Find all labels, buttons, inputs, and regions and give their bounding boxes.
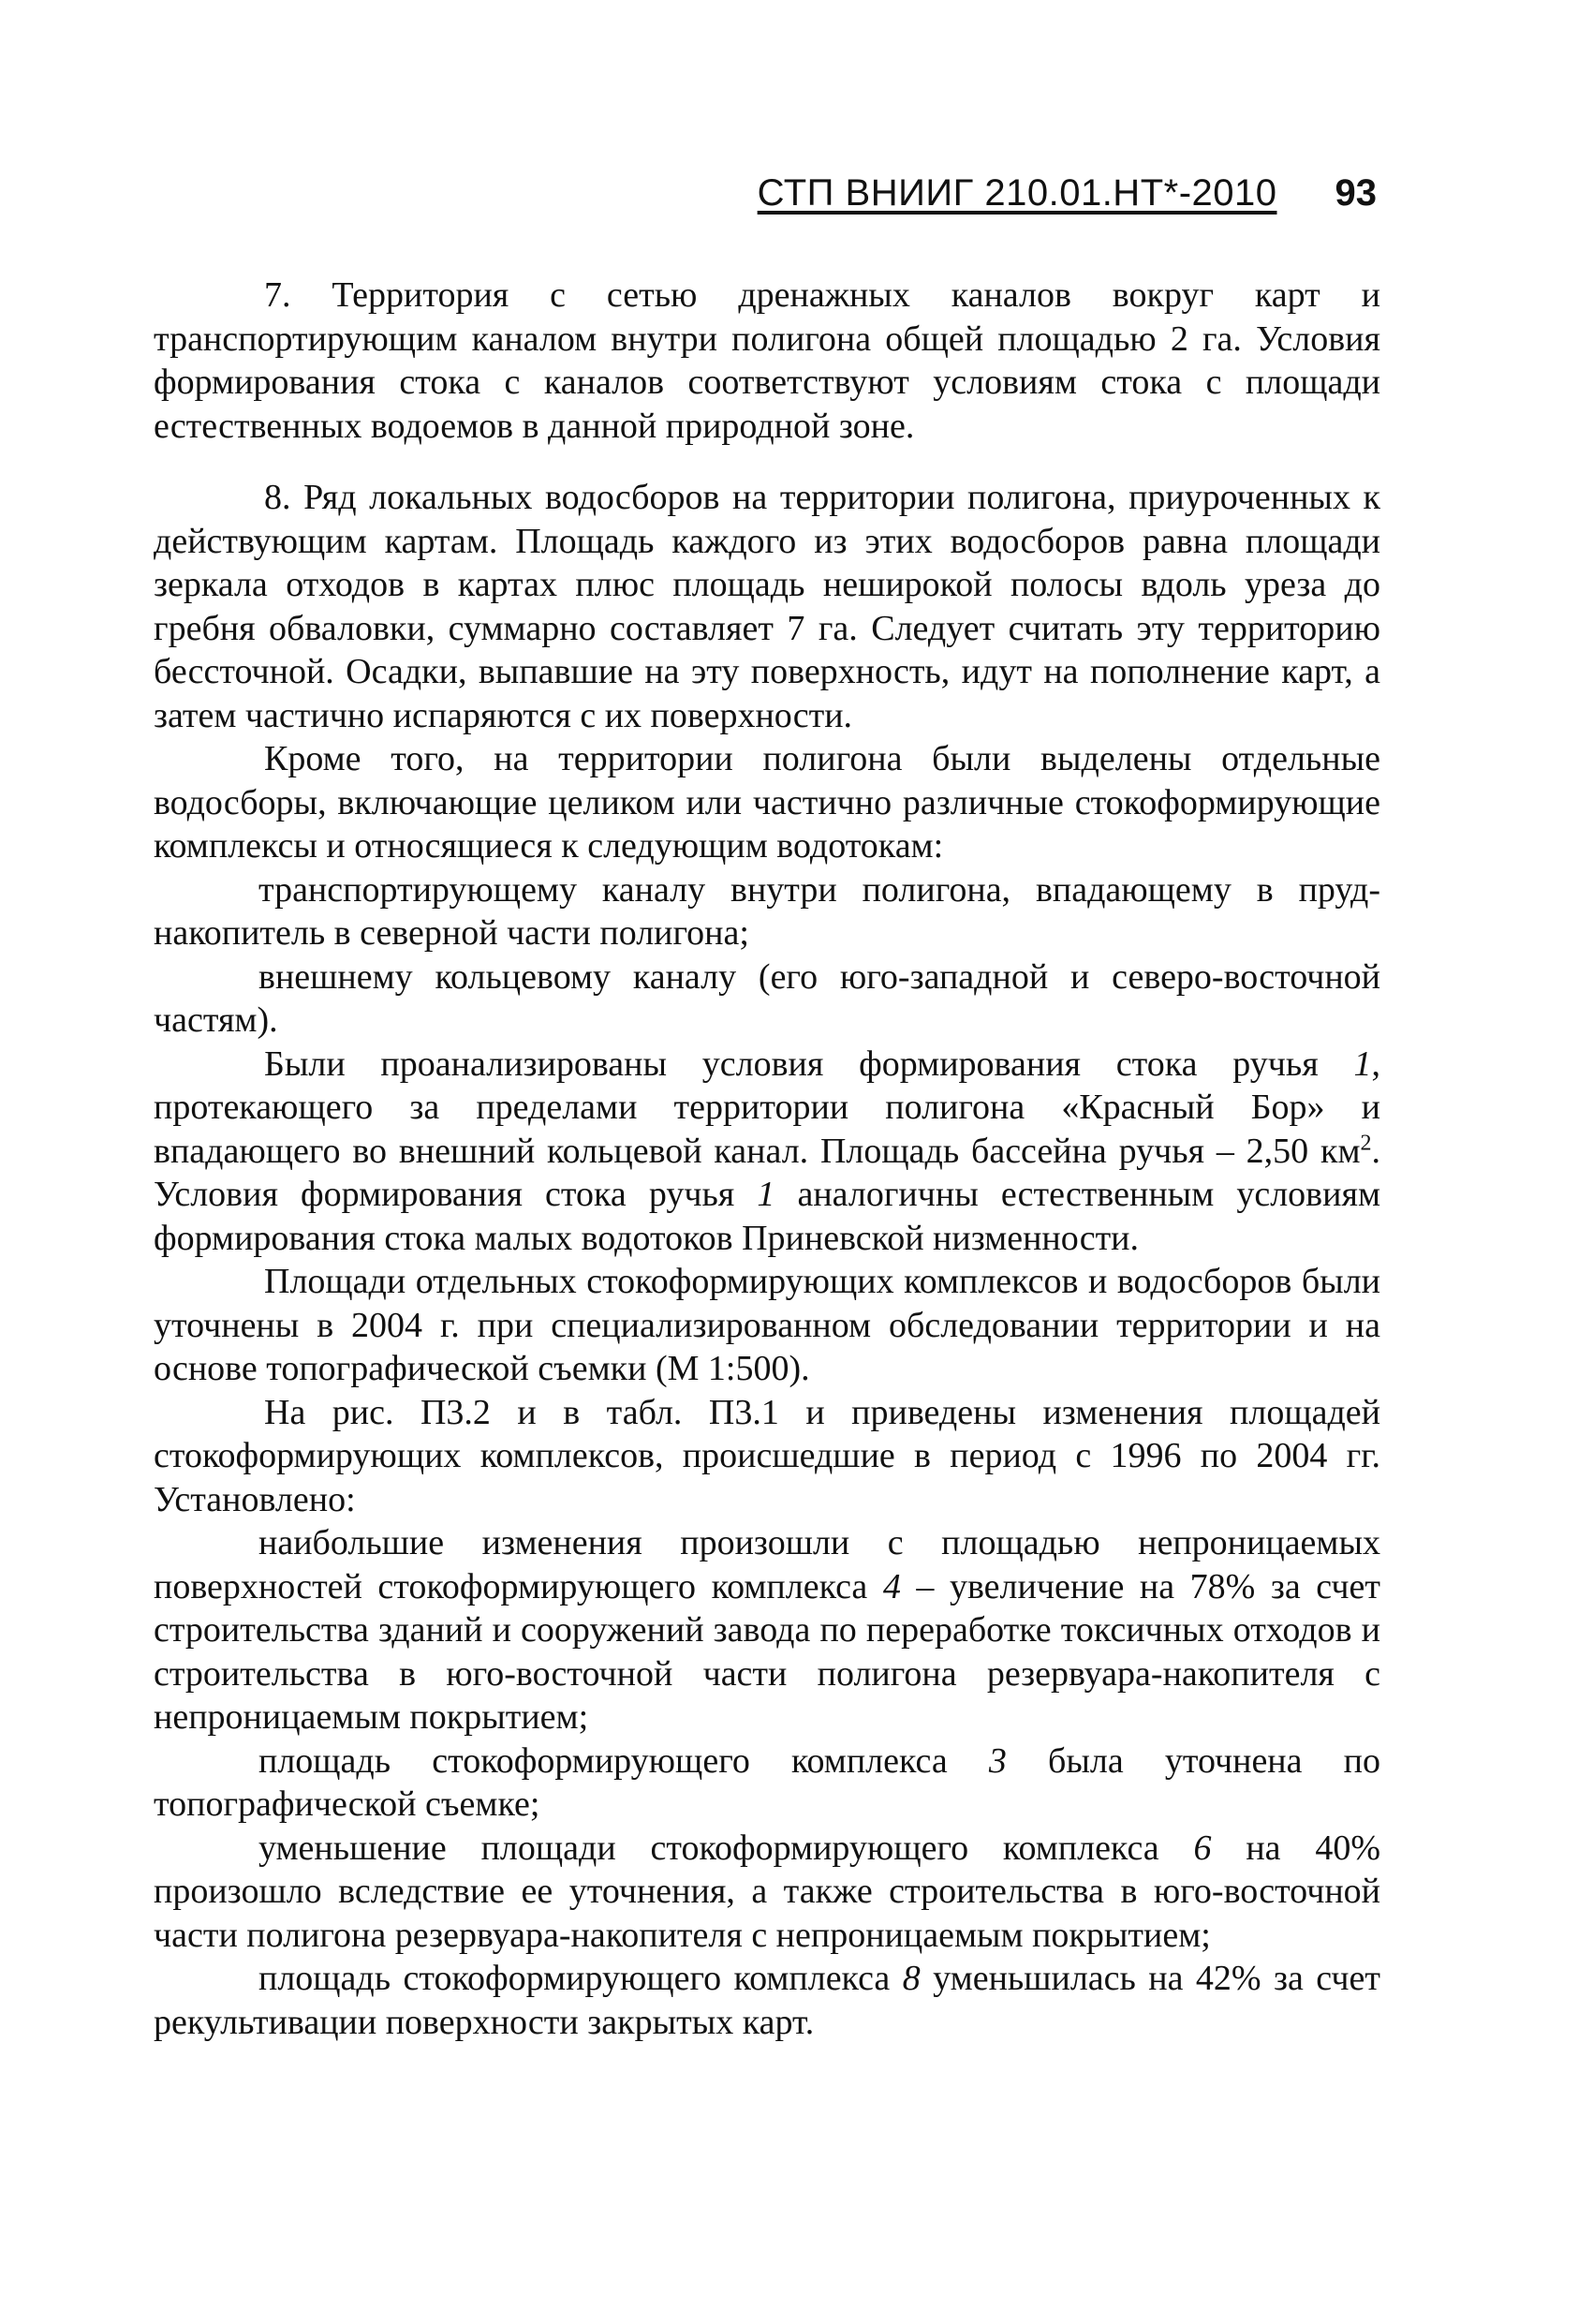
list-item-complex-8 <box>154 1957 1380 2044</box>
text-segment: уменьшилась на 42% за счет рекультивации поверхности закрытых карт. <box>154 1959 1380 2042</box>
text-segment: площадь стокоформирующего комплекса <box>258 1740 989 1781</box>
paragraph-item-7: 7. Территория с сетью дренажных каналов вокруг карт и транспортирующим каналом внутри полигона общей площадью 2 га. Условия формирования стока с каналов соответствуют условиям стока с площади естественных водоемов в данной природной зоне. <box>154 275 1380 446</box>
text-segment: аналогичны естественным условиям формирования стока малых водотоков Приневской низменности. <box>154 1175 1380 1258</box>
paragraph-areas: Площади отдельных стокоформирующих комплексов и водосборов были уточнены в 2004 г. при специализированном обследовании территории и на основе топографической съемки (М 1:500). <box>154 1262 1380 1388</box>
complex-number: 4 <box>882 1566 901 1606</box>
superscript: 2 <box>1360 1130 1372 1155</box>
paragraph-item-8: 8. Ряд локальных водосборов на территории полигона, приуроченных к действующим картам. Площадь каждого из этих водосборов равна площади зеркала отходов в картах плюс площадь неширокой полосы вдоль уреза до гребня обваловки, суммарно составляет 7 га. Следует считать эту территорию бессточной. Осадки, выпавшие на эту поверхность, идут на пополнение карт, а затем частично испаряются с их поверхности. <box>154 478 1380 735</box>
complex-number: 3 <box>988 1740 1007 1781</box>
list-item-complex-3 <box>154 1739 1380 1827</box>
text-segment: Были проанализированы условия формирования стока ручья <box>264 1044 1354 1084</box>
list-item-complex-6 <box>154 1827 1380 1958</box>
list-item-complex-4 <box>154 1521 1380 1739</box>
text-segment: наибольшие изменения произошли с площадью непроницаемых поверхностей стокоформирующего комплекса <box>154 1523 1380 1606</box>
document-code: СТП ВНИИГ 210.01.НТ*-2010 <box>757 172 1277 214</box>
text-segment: уменьшение площади стокоформирующего комплекса <box>258 1828 1194 1868</box>
document-body <box>154 274 1380 2044</box>
text-segment: – увеличение на 78% за счет строительства зданий и сооружений завода по переработке токсичных отходов и строительства в юго-восточной части полигона резервуара-накопителя с непроницаемым покрытием; <box>154 1566 1380 1737</box>
list-item-transport-canal: транспортирующему каналу внутри полигона, впадающему в пруд-накопитель в северной части полигона; <box>154 869 1380 953</box>
paragraph-watersheds: Кроме того, на территории полигона были выделены отдельные водосборы, включающие целиком или частично различные стокоформирующие комплексы и относящиеся к следующим водотокам: <box>154 739 1380 866</box>
paragraph-figure-reference: На рис. П3.2 и в табл. П3.1 и приведены изменения площадей стокоформирующих комплексов, происшедшие в период с 1996 по 2004 гг. Установлено: <box>154 1392 1380 1519</box>
brook-number: 1 <box>1353 1044 1372 1084</box>
text-segment: . Условия формирования стока ручья <box>154 1131 1380 1214</box>
paragraph-brook <box>154 1043 1380 1261</box>
text-segment: была уточнена по топографической съемке; <box>154 1740 1380 1824</box>
text-segment: на 40% произошло вследствие ее уточнения, а также строительства в юго-восточной части полигона резервуара-накопителя с непроницаемым покрытием; <box>154 1828 1380 1955</box>
list-item-ring-canal: внешнему кольцевому каналу (его юго-западной и северо-восточной частям). <box>154 956 1380 1040</box>
complex-number: 6 <box>1193 1828 1212 1868</box>
text-segment: площадь стокоформирующего комплекса <box>258 1959 903 1998</box>
page-number: 93 <box>1335 172 1377 214</box>
page-header <box>740 170 1377 215</box>
text-segment: , протекающего за пределами территории полигона «Красный Бор» и впадающего во внешний кольцевой канал. Площадь бассейна ручья – 2,50 км <box>154 1044 1380 1171</box>
complex-number: 8 <box>902 1959 921 1998</box>
brook-number: 1 <box>757 1175 775 1214</box>
